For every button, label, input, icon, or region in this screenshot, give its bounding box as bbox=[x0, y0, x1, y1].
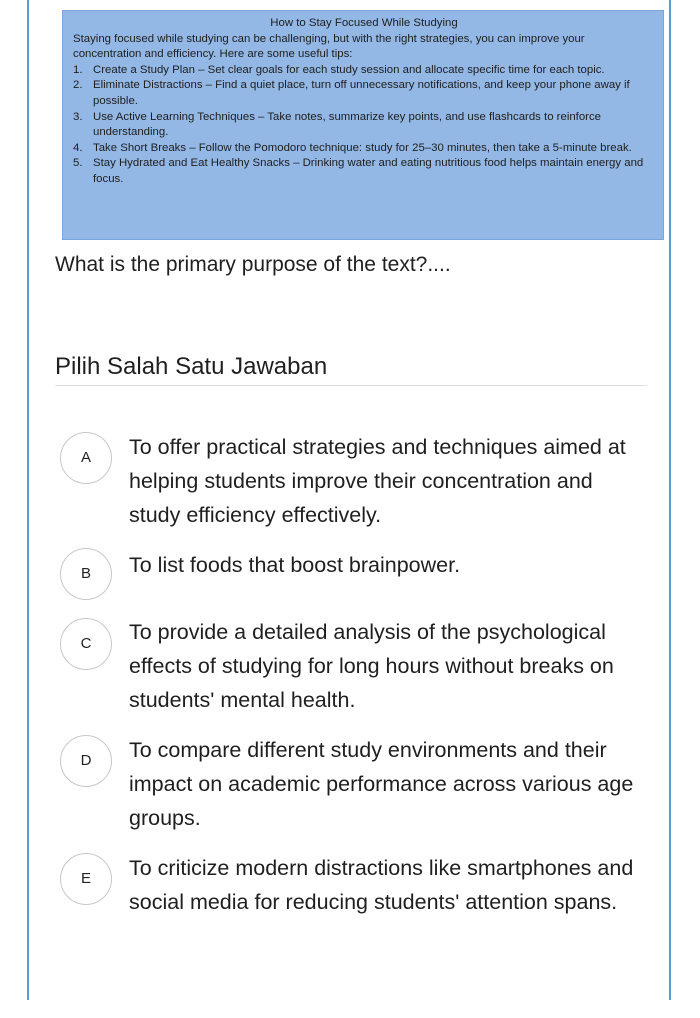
tip-item bbox=[73, 156, 655, 187]
tip-number: 3. bbox=[73, 110, 83, 123]
tip-text: Stay Hydrated and Eat Healthy Snacks – Drinking water and eating nutritious food helps maintain energy and focus. bbox=[93, 157, 644, 185]
option-text[interactable]: To list foods that boost brainpower. bbox=[129, 553, 461, 577]
tip-item bbox=[73, 141, 655, 157]
option-letter-circle[interactable]: D bbox=[60, 735, 112, 787]
tip-item bbox=[73, 78, 655, 109]
tips-list bbox=[73, 63, 655, 188]
tip-text: Eliminate Distractions – Find a quiet place, turn off unnecessary notifications, and keep your phone away if possible. bbox=[93, 79, 630, 107]
tip-number: 5. bbox=[73, 157, 83, 170]
option-text[interactable]: To provide a detailed analysis of the psychological effects of studying for long hours without breaks on students' mental health. bbox=[129, 620, 614, 712]
tip-item bbox=[73, 110, 655, 141]
reading-passage bbox=[62, 10, 664, 240]
option-text[interactable]: To offer practical strategies and techniques aimed at helping students improve their concentration and study efficiency effectively. bbox=[129, 435, 626, 527]
tip-number: 4. bbox=[73, 141, 83, 154]
tip-text: Use Active Learning Techniques – Take notes, summarize key points, and use flashcards to reinforce understanding. bbox=[93, 110, 602, 139]
tip-number: 2. bbox=[73, 79, 83, 92]
option-letter-circle[interactable]: B bbox=[60, 548, 112, 600]
divider bbox=[55, 385, 647, 386]
tip-text: Create a Study Plan – Set clear goals for each study session and allocate specific time for each topic. bbox=[93, 63, 605, 76]
passage-title: How to Stay Focused While Studying bbox=[270, 17, 458, 29]
option-text[interactable]: To compare different study environments and their impact on academic performance across various age groups. bbox=[129, 738, 634, 830]
tip-number: 1. bbox=[73, 63, 83, 76]
tip-text: Take Short Breaks – Follow the Pomodoro technique: study for 25–30 minutes, then take a 5-minute break. bbox=[93, 141, 632, 154]
option-letter-circle[interactable]: E bbox=[60, 853, 112, 905]
option-text[interactable]: To criticize modern distractions like smartphones and social media for reducing students' attention spans. bbox=[129, 856, 634, 914]
passage-intro: Staying focused while studying can be challenging, but with the right strategies, you can improve your concentration and efficiency. Here are some useful tips: bbox=[73, 32, 585, 61]
option-letter-circle[interactable]: A bbox=[60, 432, 112, 484]
option-letter-circle[interactable]: C bbox=[60, 618, 112, 670]
section-title: Pilih Salah Satu Jawaban bbox=[55, 353, 328, 380]
question-text: What is the primary purpose of the text?.... bbox=[55, 253, 451, 276]
tip-item bbox=[73, 63, 655, 79]
